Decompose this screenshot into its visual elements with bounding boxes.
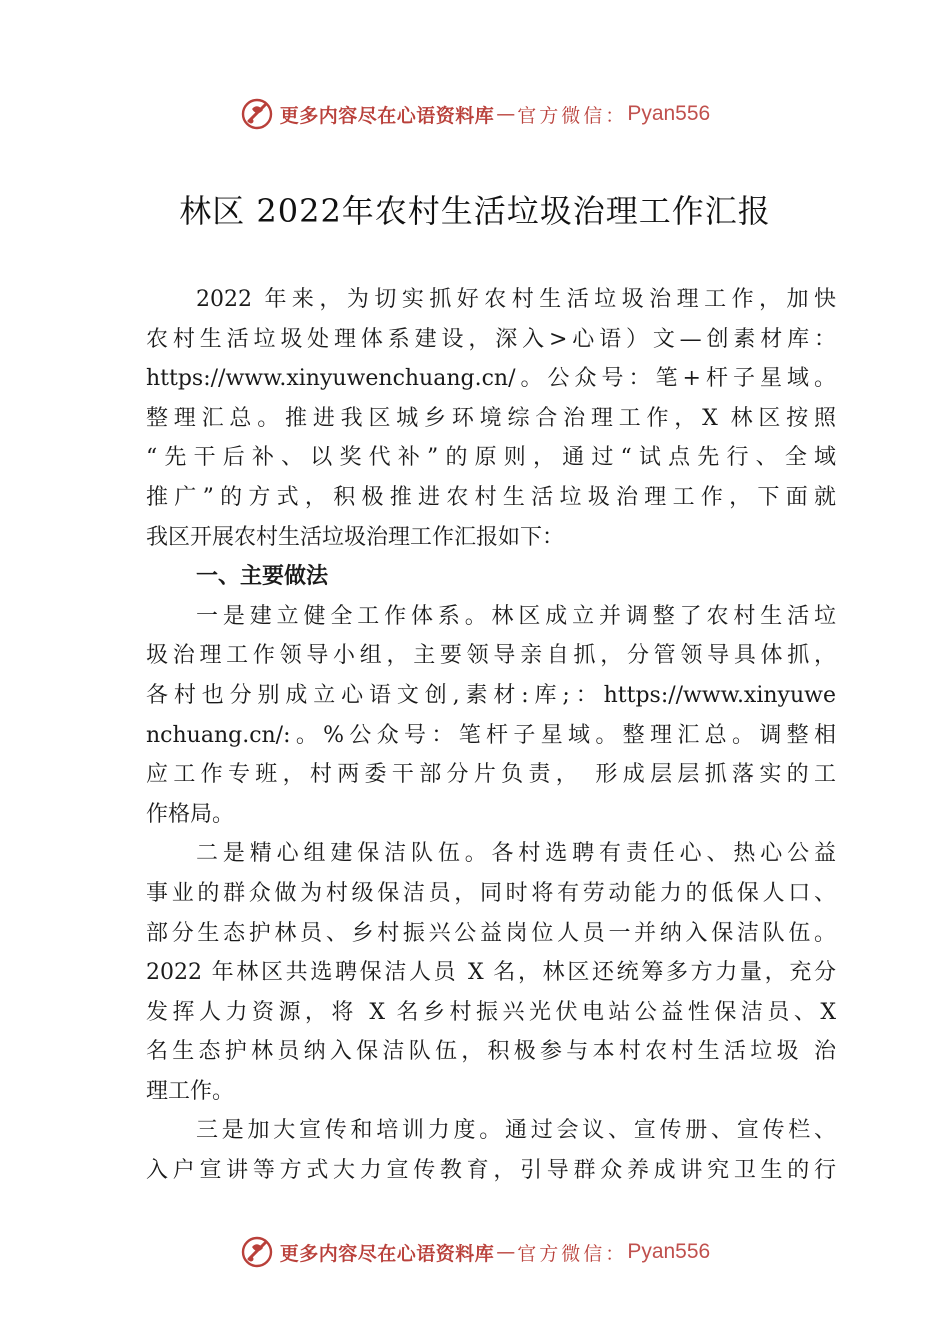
body-line: 整理汇总。推进我区城乡环境综合治理工作，X 林区按照 [146,405,836,431]
logo-icon [240,97,274,131]
body-line: 农村生活垃圾处理体系建设，深入>心语）文—创素材库： [146,326,836,352]
watermark-handle: Pyan556 [627,1240,711,1263]
watermark-main-text: 更多内容尽在心语资料库 [279,1242,495,1265]
body-line: 作格局。 [146,801,235,827]
logo-icon [240,1235,274,1269]
body-line: 圾治理工作领导小组，主要领导亲自抓，分管领导具体抓， [146,643,836,669]
body-line: 应工作专班，村两委干部分片负责， 形成层层抓落实的工 [146,762,836,788]
body-line: 各村也分别成立心语文创,素材:库;：https://www.xinyuwe [146,682,836,708]
document-title: 林区 2022年农村生活垃圾治理工作汇报 [179,192,771,230]
watermark-banner-bottom [0,1232,950,1272]
watermark-banner-top [0,94,950,134]
watermark-dash: — [496,1241,516,1263]
body-line: 理工作。 [146,1078,235,1104]
watermark-handle: Pyan556 [627,102,711,125]
body-line: 三是加大宣传和培训力度。通过会议、宣传册、宣传栏、 [196,1118,836,1144]
body-line: 部分生态护林员、乡村振兴公益岗位人员一并纳入保洁队伍。 [146,920,836,946]
body-line: “先干后补、以奖代补”的原则，通过“试点先行、全域 [146,445,836,471]
watermark-label: 官方微信： [517,104,628,127]
watermark-label: 官方微信： [517,1242,628,1265]
body-line: 事业的群众做为村级保洁员，同时将有劳动能力的低保人口、 [146,880,836,906]
body-line: nchuang.cn/:。%公众号：笔杆子星域。整理汇总。调整相 [146,722,836,748]
body-line: https://www.xinyuwenchuang.cn/。公众号：笔+杆子星域。 [146,366,836,392]
body-line: 我区开展农村生活垃圾治理工作汇报如下： [146,524,565,550]
body-line: 2022 年林区共选聘保洁人员 X 名，林区还统筹多方力量，充分 [146,960,836,986]
section-heading: 一、主要做法 [196,564,329,590]
body-line: 2022 年来，为切实抓好农村生活垃圾治理工作，加快 [196,287,836,312]
body-line: 二是精心组建保洁队伍。各村选聘有责任心、热心公益 [196,841,836,867]
watermark-dash: — [496,103,516,125]
body-line: 发挥人力资源，将 X 名乡村振兴光伏电站公益性保洁员、X [146,999,836,1025]
body-line: 入户宣讲等方式大力宣传教育，引导群众养成讲究卫生的行 [146,1158,836,1184]
body-line: 名生态护林员纳入保洁队伍，积极参与本村农村生活垃圾 治 [146,1039,836,1065]
body-line: 推广”的方式，积极推进农村生活垃圾治理工作，下面就 [146,484,836,510]
document-body [146,280,836,1191]
watermark-main-text: 更多内容尽在心语资料库 [279,104,495,127]
body-line: 一是建立健全工作体系。林区成立并调整了农村生活垃 [196,603,836,629]
